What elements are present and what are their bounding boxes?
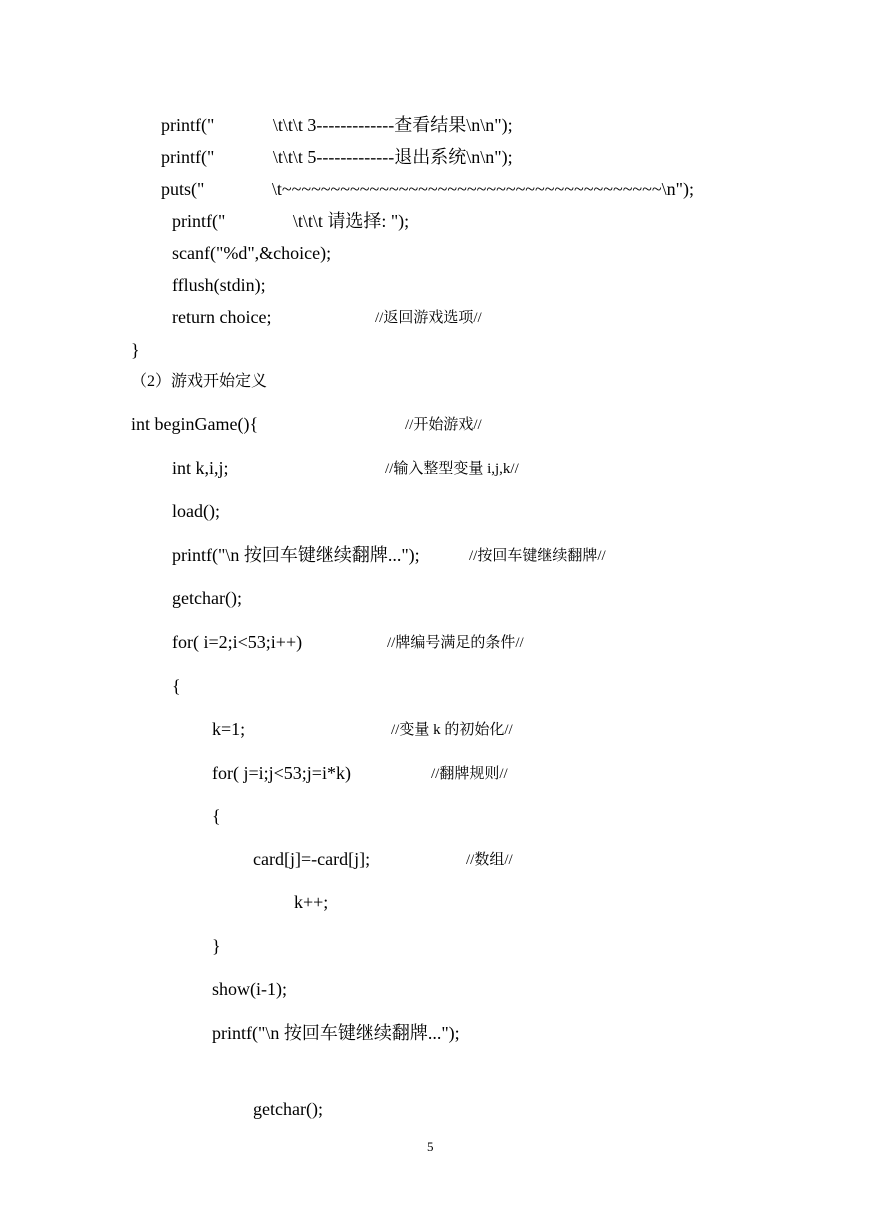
code-comment: //数组// — [466, 852, 513, 868]
code-comment: //输入整型变量 i,j,k// — [385, 461, 519, 477]
code-line: { — [212, 806, 221, 826]
code-line: return choice; — [172, 307, 272, 327]
code-line: int k,i,j; — [172, 458, 229, 478]
code-line: printf(" \t\t\t 3-------------查看结果\n\n"); — [161, 115, 513, 135]
code-line: for( j=i;j<53;j=i*k) — [212, 763, 351, 783]
page-number: 5 — [427, 1139, 434, 1154]
code-line: int beginGame(){ — [131, 414, 259, 434]
code-comment: //翻牌规则// — [431, 766, 508, 782]
code-comment: //开始游戏// — [405, 417, 482, 433]
code-line: getchar(); — [172, 588, 242, 608]
code-line: } — [212, 936, 221, 956]
code-line: scanf("%d",&choice); — [172, 243, 332, 263]
code-line: k=1; — [212, 719, 246, 739]
code-line: getchar(); — [253, 1099, 323, 1119]
code-line: for( i=2;i<53;i++) — [172, 632, 303, 652]
section-heading: （2）游戏开始定义 — [131, 373, 268, 390]
code-line: } — [131, 340, 140, 360]
code-line: printf(" \t\t\t 5-------------退出系统\n\n"); — [161, 147, 513, 167]
code-line: printf("\n 按回车键继续翻牌..."); — [172, 545, 420, 565]
code-line: load(); — [172, 501, 220, 521]
code-comment: //变量 k 的初始化// — [391, 722, 513, 738]
code-line: printf("\n 按回车键继续翻牌..."); — [212, 1023, 460, 1043]
code-line: k++; — [294, 892, 329, 912]
code-line: printf(" \t\t\t 请选择: "); — [172, 211, 410, 231]
code-comment: //返回游戏选项// — [375, 310, 482, 326]
code-comment: //牌编号满足的条件// — [387, 635, 524, 651]
code-comment: //按回车键继续翻牌// — [469, 548, 606, 564]
code-line: fflush(stdin); — [172, 275, 266, 295]
code-line: show(i-1); — [212, 979, 287, 999]
code-line: puts(" \t~~~~~~~~~~~~~~~~~~~~~~~~~~~~~~~~~~~~~~~\n"); — [161, 179, 694, 199]
code-line: card[j]=-card[j]; — [253, 849, 371, 869]
code-line: { — [172, 676, 181, 696]
